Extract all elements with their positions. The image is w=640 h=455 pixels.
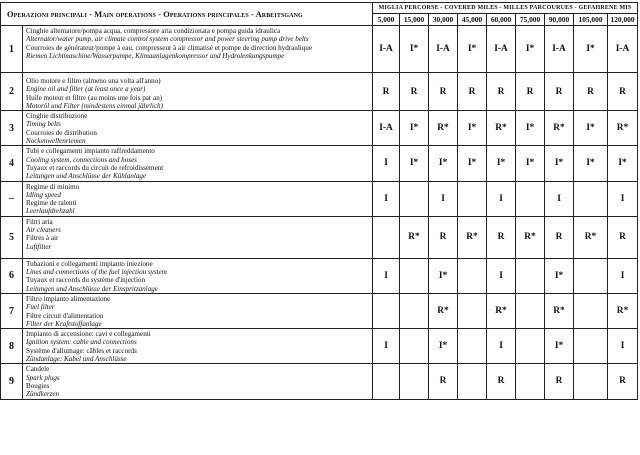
description-line: Filtro impianto alimentazione <box>26 294 111 303</box>
schedule-cell: R* <box>487 293 516 328</box>
description-line: Tuyaux et raccords du circuit de refroidissement <box>26 163 164 172</box>
description-line: Filtre circuit d'alimentation <box>26 311 104 320</box>
operation-number: 7 <box>1 293 23 328</box>
operation-description <box>23 258 373 293</box>
description-line: Système d'allumage: câbles et raccords <box>26 346 137 355</box>
schedule-cell <box>574 329 608 364</box>
schedule-cell: R* <box>487 111 516 146</box>
schedule-cell: R <box>574 73 608 111</box>
schedule-cell: I* <box>574 26 608 73</box>
schedule-cell: I* <box>458 111 487 146</box>
schedule-cell: I-A <box>373 26 400 73</box>
description-line: Zündkerzen <box>26 390 60 399</box>
description-line: Spark plugs <box>26 373 60 382</box>
operation-description <box>23 329 373 364</box>
schedule-cell: R <box>608 364 638 399</box>
schedule-cell: R <box>516 73 545 111</box>
description-line: Luftfilter <box>26 242 52 251</box>
schedule-cell <box>373 293 400 328</box>
description-line: Air cleaners <box>26 226 61 235</box>
schedule-cell <box>516 364 545 399</box>
schedule-cell <box>458 258 487 293</box>
schedule-cell: R* <box>608 293 638 328</box>
operation-row <box>1 111 638 146</box>
schedule-cell: I* <box>516 146 545 181</box>
schedule-cell: R* <box>400 216 429 258</box>
description-line: Ignition system: cable and connections <box>26 338 137 347</box>
schedule-cell: I-A <box>429 26 458 73</box>
operation-row <box>1 73 638 111</box>
description-line: Cinghie distribuzione <box>26 112 88 121</box>
operation-description <box>23 73 373 111</box>
schedule-cell: R <box>545 216 574 258</box>
miles-column-header: 60,000 <box>487 14 516 26</box>
schedule-cell <box>574 181 608 216</box>
schedule-cell <box>574 293 608 328</box>
miles-column-header: 45,000 <box>458 14 487 26</box>
schedule-cell: I <box>487 258 516 293</box>
schedule-cell: I* <box>429 329 458 364</box>
schedule-cell <box>373 364 400 399</box>
schedule-cell: R* <box>516 216 545 258</box>
schedule-cell: R* <box>574 216 608 258</box>
description-line: Leerlaufdrehzahl <box>26 207 75 216</box>
operation-number: 8 <box>1 329 23 364</box>
operation-description <box>23 181 373 216</box>
schedule-cell: I* <box>545 146 574 181</box>
operation-row <box>1 26 638 73</box>
description-line: Regime di minimo <box>26 182 80 191</box>
description-line: Alternator/water pump, air climate control system compressor and power steering pump drive belts <box>26 35 309 44</box>
operation-description <box>23 364 373 399</box>
description-line: Filtri aria <box>26 217 53 226</box>
schedule-cell: I <box>608 329 638 364</box>
schedule-cell: R* <box>458 216 487 258</box>
schedule-cell <box>516 329 545 364</box>
miles-column-header: 15,000 <box>400 14 429 26</box>
schedule-cell <box>458 181 487 216</box>
schedule-cell: I* <box>400 111 429 146</box>
schedule-cell: I-A <box>608 26 638 73</box>
operation-row <box>1 258 638 293</box>
schedule-cell: I* <box>487 146 516 181</box>
schedule-cell <box>373 216 400 258</box>
description-line: Engine oil and filter (at least once a year) <box>26 85 146 94</box>
schedule-cell: R <box>400 73 429 111</box>
description-line: Riemen Lichtmaschine/Wasserpumpe, Klimaanlagenkompressor und Hydrolenkungspumpe <box>26 51 285 60</box>
schedule-cell: I* <box>545 329 574 364</box>
operations-header: Operazioni principali - Main operations - Operations principales - Arbeitsgang <box>1 3 373 26</box>
schedule-cell: I-A <box>487 26 516 73</box>
schedule-cell <box>458 293 487 328</box>
schedule-cell: I <box>487 329 516 364</box>
schedule-cell: R <box>487 364 516 399</box>
table-body <box>1 26 638 400</box>
miles-column-header: 90,000 <box>545 14 574 26</box>
operation-description <box>23 111 373 146</box>
schedule-cell <box>574 364 608 399</box>
schedule-cell <box>516 258 545 293</box>
description-line: Fuel filter <box>26 303 55 312</box>
miles-column-header: 105,000 <box>574 14 608 26</box>
schedule-cell: R <box>429 216 458 258</box>
description-line: Leitungen und Anschlüsse der Kühlanlage <box>26 172 147 181</box>
schedule-cell: I* <box>429 146 458 181</box>
schedule-cell <box>516 293 545 328</box>
schedule-cell <box>400 329 429 364</box>
operation-description <box>23 293 373 328</box>
description-line: Filtres à air <box>26 234 59 243</box>
miles-column-header: 30,000 <box>429 14 458 26</box>
schedule-cell: I <box>608 181 638 216</box>
schedule-cell: R* <box>429 293 458 328</box>
description-line: Tubazioni e collegamenti impianto iniezione <box>26 259 153 268</box>
miles-column-header: 75,000 <box>516 14 545 26</box>
miles-column-header: 120,000 <box>608 14 638 26</box>
description-line: Idling speed <box>26 190 61 199</box>
schedule-cell: I-A <box>373 111 400 146</box>
schedule-cell: I* <box>516 111 545 146</box>
operation-description <box>23 146 373 181</box>
description-line: Candele <box>26 365 50 374</box>
schedule-cell: I* <box>400 146 429 181</box>
schedule-cell: I* <box>574 111 608 146</box>
schedule-cell <box>458 364 487 399</box>
operation-row <box>1 146 638 181</box>
operation-description <box>23 26 373 73</box>
schedule-cell <box>400 293 429 328</box>
description-line: Huile moteur et filtre (au moins une fois par an) <box>26 93 163 102</box>
operation-number: 2 <box>1 73 23 111</box>
description-line: Zündanlage: Kabel und Anschlüsse <box>26 355 127 364</box>
schedule-cell: R* <box>545 111 574 146</box>
operation-number: 4 <box>1 146 23 181</box>
operation-row <box>1 181 638 216</box>
description-line: Nockenwellenriemen <box>26 137 86 146</box>
operation-description <box>23 216 373 258</box>
description-line: Leitungen und Anschlüsse der Einspritzanlage <box>26 284 158 293</box>
schedule-cell: R <box>608 73 638 111</box>
schedule-cell: I <box>373 181 400 216</box>
schedule-cell: R <box>545 73 574 111</box>
schedule-cell: R <box>458 73 487 111</box>
description-line: Regime de ralenti <box>26 199 77 208</box>
schedule-cell: I* <box>458 26 487 73</box>
schedule-cell: I <box>608 258 638 293</box>
operation-number: 5 <box>1 216 23 258</box>
description-line: Impianto di accensione: cavi e collegamenti <box>26 330 151 339</box>
schedule-cell: I <box>373 146 400 181</box>
schedule-cell: I* <box>458 146 487 181</box>
schedule-cell: R* <box>545 293 574 328</box>
description-line: Cooling system, connections and hoses <box>26 155 137 164</box>
operation-row <box>1 364 638 399</box>
description-line: Bougies <box>26 381 50 390</box>
maintenance-schedule-table <box>0 2 638 400</box>
schedule-cell: R <box>373 73 400 111</box>
description-line: Filter der Kraftstoffanlage <box>26 319 102 328</box>
schedule-cell: R <box>429 364 458 399</box>
schedule-cell: I* <box>608 146 638 181</box>
operation-number: 9 <box>1 364 23 399</box>
description-line: Courroies de générateur/pompe à eau, compresseur à air climatisé et pompe de direction hydraulique <box>26 43 313 52</box>
schedule-cell: I* <box>516 26 545 73</box>
operation-number: – <box>1 181 23 216</box>
description-line: Tubi e collegamenti impianto raffreddamento <box>26 147 155 156</box>
schedule-cell: I <box>373 258 400 293</box>
operation-row <box>1 293 638 328</box>
schedule-cell: I <box>545 181 574 216</box>
schedule-cell: R* <box>608 111 638 146</box>
schedule-cell: I-A <box>545 26 574 73</box>
schedule-cell: I* <box>574 146 608 181</box>
description-line: Motoröl und Filter (mindestens einmal jährlich) <box>26 101 163 110</box>
schedule-cell: R <box>429 73 458 111</box>
schedule-cell: R <box>487 216 516 258</box>
schedule-cell <box>574 258 608 293</box>
schedule-cell: I <box>487 181 516 216</box>
schedule-cell <box>516 181 545 216</box>
operation-row <box>1 329 638 364</box>
schedule-cell: I <box>429 181 458 216</box>
table-header <box>1 3 638 26</box>
description-line: Courroies de distribution <box>26 128 97 137</box>
schedule-cell <box>400 258 429 293</box>
schedule-cell: R* <box>429 111 458 146</box>
description-line: Olio motore e filtro (almeno una volta all'anno) <box>26 77 161 85</box>
description-line: Lines and connections of the fuel injection system <box>26 268 167 277</box>
schedule-cell: R <box>487 73 516 111</box>
schedule-cell <box>400 364 429 399</box>
operation-row <box>1 216 638 258</box>
operation-number: 6 <box>1 258 23 293</box>
schedule-cell: R <box>608 216 638 258</box>
description-line: Timing belts <box>26 120 61 129</box>
schedule-cell: R <box>545 364 574 399</box>
schedule-cell <box>400 181 429 216</box>
schedule-cell: I* <box>429 258 458 293</box>
schedule-cell: I <box>373 329 400 364</box>
operation-number: 1 <box>1 26 23 73</box>
schedule-cell <box>458 329 487 364</box>
description-line: Cinghie alternatore/pompa acqua, compressore aria condizionata e pompa guida idraulica <box>26 27 281 35</box>
miles-header: MIGLIA PERCORSE - COVERED MILES - MILLES PARCOURUES - GEFAHRENE MIS <box>373 3 638 14</box>
schedule-cell: I* <box>545 258 574 293</box>
description-line: Tuyaux et raccords du système d'injection <box>26 276 146 285</box>
operation-number: 3 <box>1 111 23 146</box>
miles-column-header: 5,000 <box>373 14 400 26</box>
schedule-cell: I* <box>400 26 429 73</box>
